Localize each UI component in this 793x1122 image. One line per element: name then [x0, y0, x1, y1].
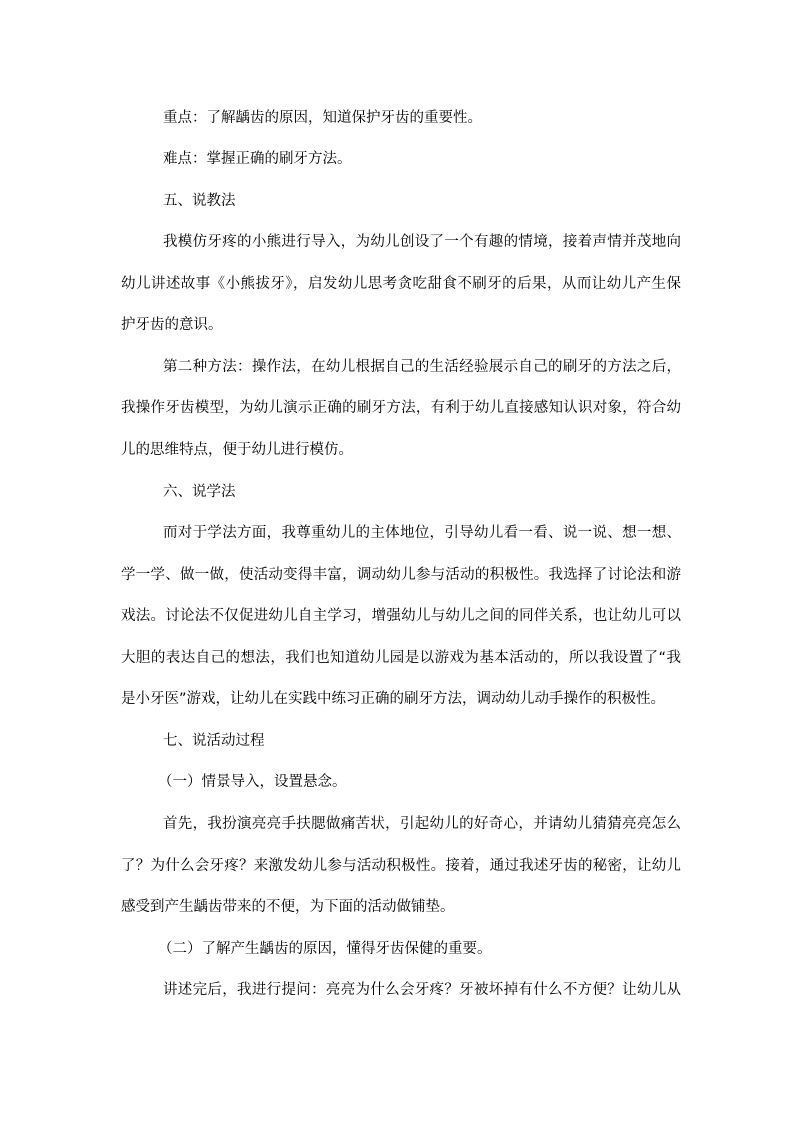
difficulty-line: 难点：掌握正确的刷牙方法。: [163, 151, 352, 167]
paragraph-line: 大胆的表达自己的想法，我们也知道幼儿园是以游戏为基本活动的，所以我设置了“我: [121, 650, 681, 666]
paragraph-line: 儿的思维特点，便于幼儿进行模仿。: [121, 442, 353, 458]
section-heading-learning-method: 六、说学法: [163, 484, 236, 500]
subheading-understand-caries: （二）了解产生龋齿的原因，懂得牙齿保健的重要。: [158, 941, 492, 957]
paragraph-line: 学一学、做一做，使活动变得丰富，调动幼儿参与活动的积极性。我选择了讨论法和游: [121, 567, 681, 583]
paragraph-line: 第二种方法：操作法，在幼儿根据自己的生活经验展示自己的刷牙的方法之后，: [163, 359, 681, 375]
paragraph-line: 首先，我扮演亮亮手扶腮做痛苦状，引起幼儿的好奇心，并请幼儿猜猜亮亮怎么: [163, 816, 681, 832]
section-heading-activity-process: 七、说活动过程: [163, 733, 265, 749]
paragraph-line: 我操作牙齿模型，为幼儿演示正确的刷牙方法，有利于幼儿直接感知认识对象，符合幼: [121, 400, 681, 416]
paragraph-line: 戏法。讨论法不仅促进幼儿自主学习，增强幼儿与幼儿之间的同伴关系，也让幼儿可以: [121, 608, 681, 624]
paragraph-line: 我模仿牙疼的小熊进行导入，为幼儿创设了一个有趣的情境，接着声情并茂地向: [163, 234, 681, 250]
paragraph-line: 讲述完后，我进行提问：亮亮为什么会牙疼？牙被坏掉有什么不方便？让幼儿从: [163, 982, 681, 998]
paragraph-line: 是小牙医”游戏，让幼儿在实践中练习正确的刷牙方法，调动幼儿动手操作的积极性。: [121, 691, 666, 707]
section-heading-teaching-method: 五、说教法: [163, 193, 236, 209]
paragraph-line: 幼儿讲述故事《小熊拔牙》，启发幼儿思考贪吃甜食不刷牙的后果，从而让幼儿产生保: [121, 276, 681, 292]
paragraph-line: 而对于学法方面，我尊重幼儿的主体地位，引导幼儿看一看、说一说、想一想、: [163, 525, 681, 541]
paragraph-line: 护牙齿的意识。: [121, 317, 223, 333]
paragraph-line: 了？为什么会牙疼？来激发幼儿参与活动积极性。接着，通过我述牙齿的秘密，让幼儿: [121, 858, 681, 874]
paragraph-line: 感受到产生龋齿带来的不便，为下面的活动做铺垫。: [121, 899, 455, 915]
subheading-scene-introduction: （一）情景导入，设置悬念。: [158, 774, 347, 790]
key-point-line: 重点：了解龋齿的原因，知道保护牙齿的重要性。: [163, 110, 482, 126]
